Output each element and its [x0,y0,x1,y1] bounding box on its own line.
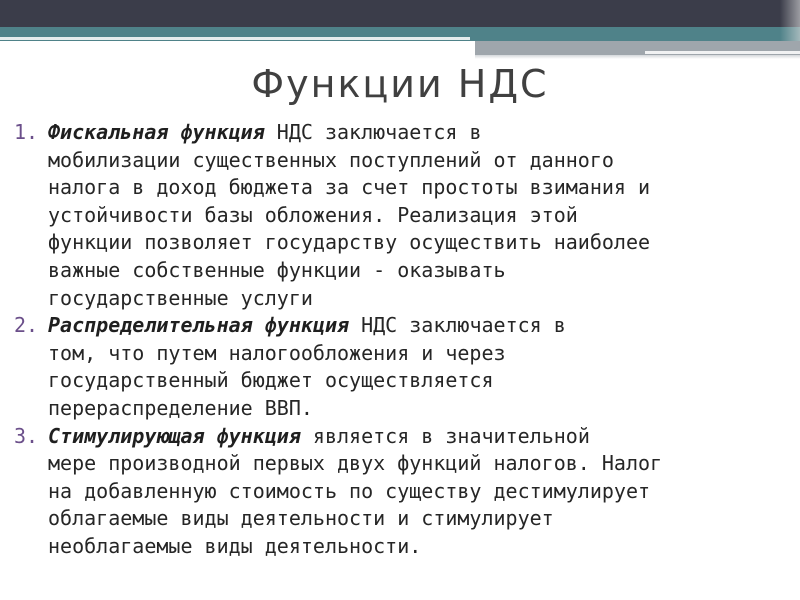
list-item [14,119,794,312]
list-item-term: Фискальная функция [48,120,265,144]
list-item-text: является в значительной мере производной первых двух функций налогов. Налог на добавленную стоимость по существу дестимулирует облагаемые виды деятельности и стимулирует необлагаемые виды деятельности. [48,423,663,558]
list-item-body [48,119,794,312]
list-item-term: Стимулирующая функция [48,423,301,448]
list-item [14,423,794,561]
list-item-term: Распределительная функция [48,313,350,338]
list-item-number: 2. [14,313,39,338]
header-shadow [475,55,800,59]
header-corner-shadow [780,0,800,41]
list-item-body [48,423,794,561]
list-item-number: 1. [14,120,39,144]
header-highlight-line [0,37,470,40]
list-item-body [48,312,794,422]
numbered-list [14,119,794,561]
list-item [14,312,794,422]
header-highlight-line-right [645,51,800,54]
list-item-text: НДС заключается в том, что путем налогообложения и через государственный бюджет осуществляется перераспределение ВВП. [48,313,566,420]
slide-title: Функции НДС [251,62,549,106]
list-item-number: 3. [14,423,39,448]
header-bar-dark [0,0,800,27]
list-item-text: НДС заключается в мобилизации существенных поступлений от данного налога в доход бюджета за счет простоты взимания и устойчивости базы обложения. Реализация этой функции позволяет государству осуществить наиболее важные собственные функции - оказывать государственные услуги [48,120,651,310]
